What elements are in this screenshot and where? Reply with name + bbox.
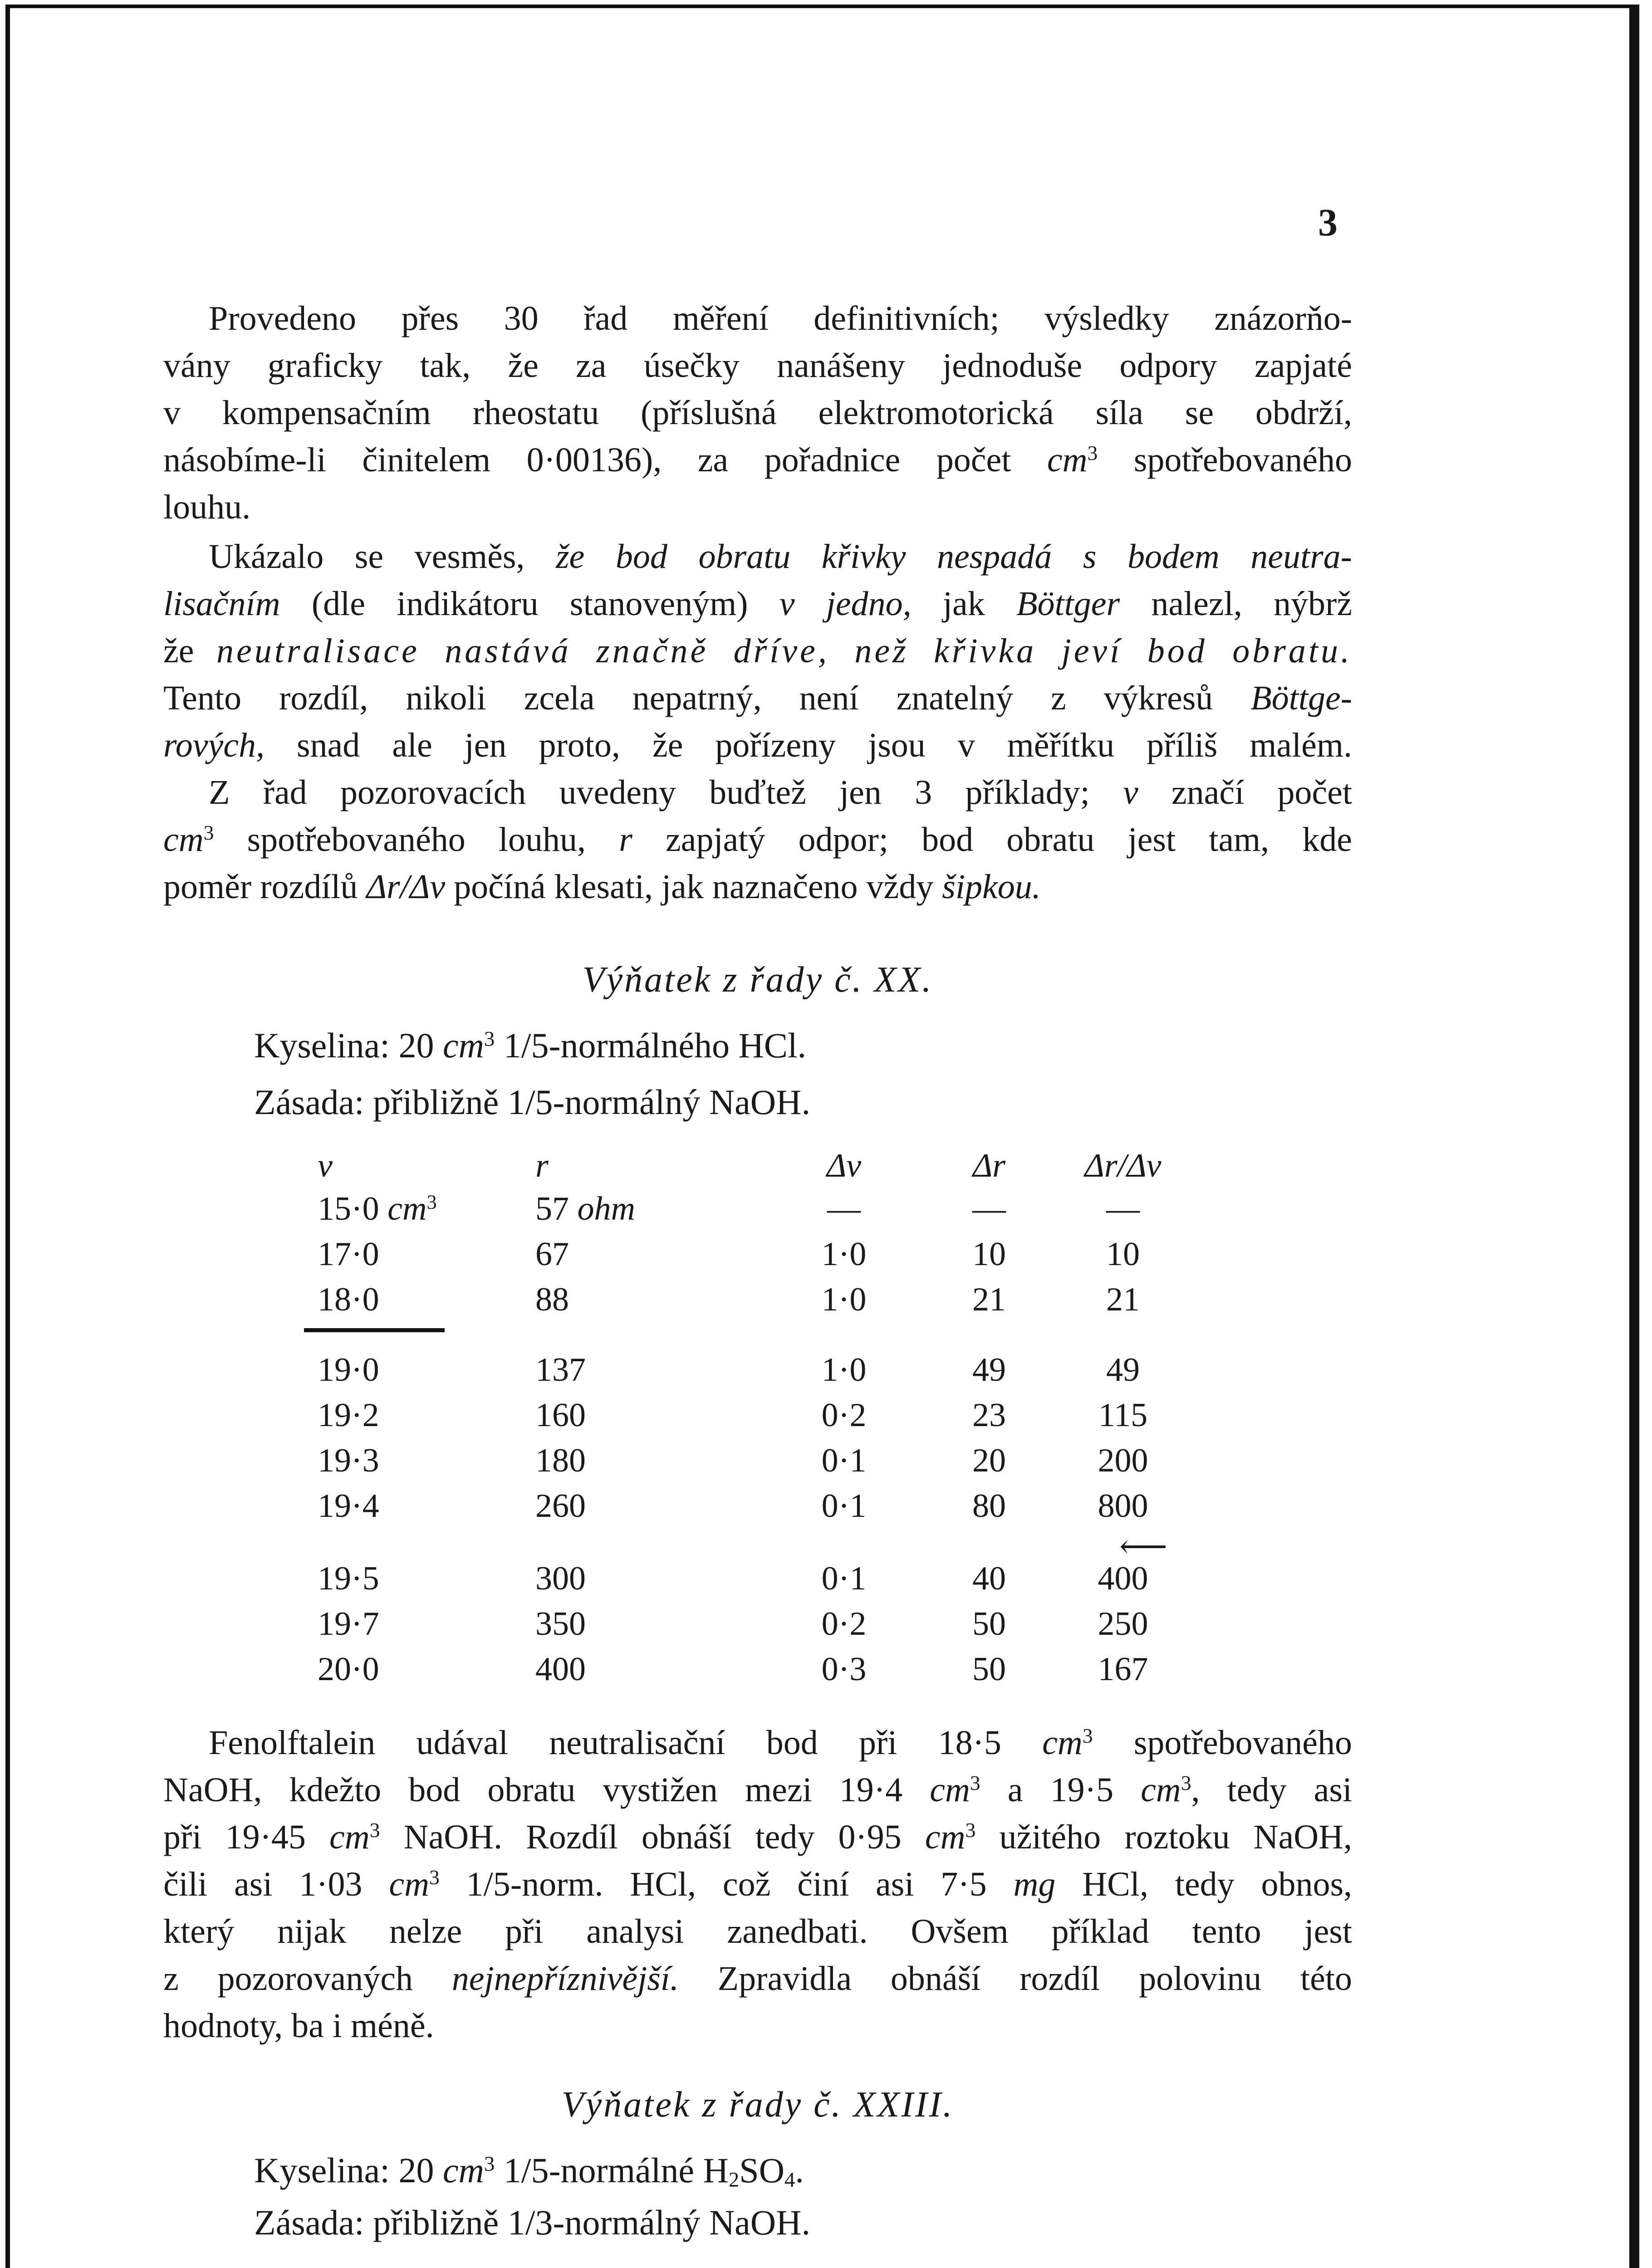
table-cell: 19·3	[318, 1442, 379, 1479]
table-cell: —	[1106, 1190, 1140, 1227]
acid-info-1: Kyselina: 20 $cm^3$ 1/5-normálného HCl.	[254, 1026, 807, 1065]
page-number: 3	[1318, 200, 1338, 244]
text-line: při 19·45 $cm^3$ NaOH. Rozdíl obnáší tedy 0·95 $cm^3$ užitého roztoku NaOH,	[163, 1818, 1352, 1856]
table-cell: 400	[535, 1651, 586, 1688]
paragraph-1	[163, 295, 1352, 531]
table-cell: 1·0	[821, 1351, 867, 1388]
table-cell: 0·1	[821, 1560, 867, 1597]
table-cell: 49	[972, 1351, 1006, 1388]
table-cell: 21	[1106, 1281, 1140, 1318]
table-cell: 20	[972, 1442, 1006, 1479]
table-cell: 50	[972, 1651, 1006, 1688]
text-line: v kompensačním rheostatu (příslušná elektromotorická síla se obdrží,	[163, 394, 1352, 432]
table-cell: 19·0	[318, 1351, 379, 1388]
table-cell: 250	[1098, 1605, 1148, 1642]
table-cell: 0·1	[821, 1442, 867, 1479]
base-info-2: Zásada: přibližně 1/3-normálný NaOH.	[254, 2203, 810, 2242]
table-cell: 800	[1098, 1487, 1148, 1525]
table-header-v: v	[318, 1147, 333, 1184]
text-line: hodnoty, ba i méně.	[163, 2007, 434, 2045]
table-cell: 18·0	[318, 1281, 379, 1318]
table-header-ratio: Δr/Δv	[1084, 1147, 1162, 1184]
table-cell: 67	[535, 1236, 569, 1273]
table-cell: 260	[535, 1487, 586, 1525]
table-cell: 19·4	[318, 1487, 379, 1525]
table-cell: 180	[535, 1442, 586, 1479]
section-heading-xx: Výňatek z řady č. XX.	[582, 960, 933, 1000]
text-line: lisačním (dle indikátoru stanoveným) v jedno, jak Böttger nalezl, nýbrž	[163, 585, 1353, 623]
text-line: z pozorovaných nejnepříznivější. Zpravidla obnáší rozdíl polovinu této	[163, 1960, 1352, 1998]
table-cell: 23	[972, 1397, 1006, 1434]
table-cell: 200	[1098, 1442, 1148, 1479]
table-cell: 0·1	[821, 1487, 867, 1525]
table-cell: 350	[535, 1605, 586, 1642]
turning-point-arrow: ⟵	[1119, 1528, 1168, 1565]
table-cell: 40	[972, 1560, 1006, 1597]
table-cell: 20·0	[318, 1651, 379, 1688]
table-cell: 21	[972, 1281, 1006, 1318]
text-line: Ukázalo se vesměs, že bod obratu křivky nespadá s bodem neutra-	[209, 538, 1352, 576]
text-line: Z řad pozorovacích uvedeny buďtež jen 3 příklady; v značí počet	[209, 773, 1352, 811]
table-cell: 49	[1106, 1351, 1140, 1388]
text-line: čili asi 1·03 $cm^3$ 1/5-norm. HCl, což činí asi 7·5 mg HCl, tedy obnos,	[163, 1865, 1353, 1903]
text-line: NaOH, kdežto bod obratu vystižen mezi 19·4 $cm^3$ a 19·5 $cm^3$, tedy asi	[163, 1771, 1353, 1809]
base-info-1: Zásada: přibližně 1/5-normálný NaOH.	[254, 1082, 810, 1122]
table-cell: 10	[1106, 1236, 1140, 1273]
table-cell: 137	[535, 1351, 586, 1388]
table-cell: 17·0	[318, 1236, 379, 1273]
table-cell: 0·3	[821, 1651, 867, 1688]
table-divider-rule	[304, 1328, 445, 1332]
table-header-dv: Δv	[826, 1147, 862, 1184]
table-cell: 19·5	[318, 1560, 379, 1597]
table-header-r: r	[535, 1147, 549, 1184]
table-cell: 15·0 $cm^3$	[318, 1190, 437, 1227]
text-line: poměr rozdílů Δr/Δv počíná klesati, jak naznačeno vždy šipkou.	[163, 868, 1041, 906]
table-cell: 50	[972, 1605, 1006, 1642]
text-line: násobíme-li činitelem 0·00136), za pořadnice počet $cm^3$ spotřebovaného	[163, 441, 1352, 479]
paragraph-2	[163, 533, 1352, 769]
table-cell: —	[827, 1190, 861, 1227]
paragraph-4	[163, 1719, 1352, 2049]
table-cell: 160	[535, 1397, 586, 1434]
table-cell: 10	[972, 1236, 1006, 1273]
text-line: že neutralisace nastává značně dříve, než křivka jeví bod obratu.	[163, 632, 1352, 670]
text-line: Fenolftalein udával neutralisační bod při 18·5 $cm^3$ spotřebovaného	[209, 1724, 1353, 1762]
table-cell: —	[972, 1190, 1006, 1227]
text-line: vány graficky tak, že za úsečky nanášeny jednoduše odpory zapjaté	[163, 347, 1352, 385]
text-line: louhu.	[163, 488, 251, 526]
section-heading-xxiii: Výňatek z řady č. XXIII.	[561, 2085, 954, 2125]
text-line: Tento rozdíl, nikoli zcela nepatrný, není znatelný z výkresů Böttge-	[163, 679, 1353, 717]
table-cell: 88	[535, 1281, 569, 1318]
table-cell: 57 ohm	[535, 1190, 635, 1227]
text-line: Provedeno přes 30 řad měření definitivních; výsledky znázorňo-	[209, 299, 1352, 337]
table-cell: 1·0	[821, 1281, 867, 1318]
table-cell: 115	[1098, 1397, 1148, 1434]
paragraph-3	[163, 769, 1352, 910]
table-cell: 300	[535, 1560, 586, 1597]
table-header-dr: Δr	[972, 1147, 1006, 1184]
table-cell: 80	[972, 1487, 1006, 1525]
table-cell: 19·7	[318, 1605, 379, 1642]
table-cell: 0·2	[821, 1605, 867, 1642]
table-cell: 1·0	[821, 1236, 867, 1273]
table-cell: 167	[1098, 1651, 1148, 1688]
table-cell: 400	[1098, 1560, 1148, 1597]
table-cell: 19·2	[318, 1397, 379, 1434]
text-line: $cm^3$ spotřebovaného louhu, r zapjatý odpor; bod obratu jest tam, kde	[163, 821, 1353, 859]
text-line: který nijak nelze při analysi zanedbati. Ovšem příklad tento jest	[163, 1912, 1352, 1950]
acid-info-2: Kyselina: 20 $cm^3$ 1/5-normálné $H_2SO_4$.	[254, 2151, 804, 2192]
table-cell: 0·2	[821, 1397, 867, 1434]
text-line: rových, snad ale jen proto, že pořízeny jsou v měřítku příliš malém.	[163, 726, 1352, 764]
